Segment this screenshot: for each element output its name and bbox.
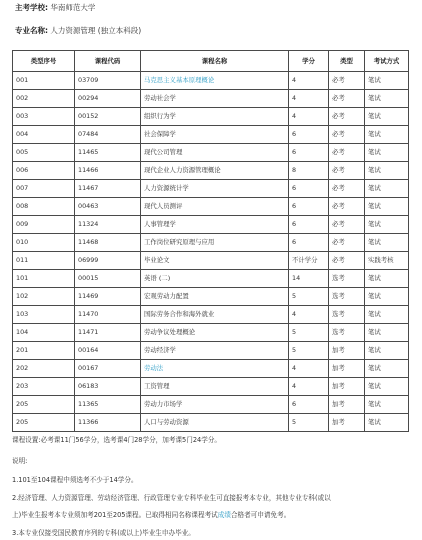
row-type: 加考: [329, 342, 365, 360]
column-header-exam: 考试方式: [365, 51, 409, 72]
row-type: 必考: [329, 90, 365, 108]
row-course-name: 现代人员测评: [141, 198, 289, 216]
row-code: 11324: [75, 216, 141, 234]
table-row: [13, 234, 409, 252]
row-type: 必考: [329, 144, 365, 162]
column-header-name: 课程名称: [141, 51, 289, 72]
row-seq: 205: [13, 396, 75, 414]
table-row: [13, 162, 409, 180]
row-type: 必考: [329, 162, 365, 180]
notes-summary: 课程设置:必考课11门56学分，选考课4门28学分，加考课5门24学分。: [12, 436, 222, 444]
row-type: 加考: [329, 414, 365, 432]
row-seq: 007: [13, 180, 75, 198]
row-course-name: 工资管理: [141, 378, 289, 396]
row-seq: 202: [13, 360, 75, 378]
row-exam: 笔试: [365, 396, 409, 414]
row-course-name: 宏观劳动力配置: [141, 288, 289, 306]
row-credit: 6: [289, 216, 329, 234]
row-seq: 102: [13, 288, 75, 306]
table-row: [13, 288, 409, 306]
row-credit: 4: [289, 360, 329, 378]
notes-item-1: 1.101至104课程中须选考不少于14学分。: [12, 476, 138, 484]
row-exam: 实践考核: [365, 252, 409, 270]
row-credit: 4: [289, 90, 329, 108]
row-type: 选考: [329, 270, 365, 288]
row-seq: 006: [13, 162, 75, 180]
notes-item-2-text-a: 上)毕业生报考本专业须加考201至205课程。已取得相同名称课程考试: [12, 511, 218, 519]
row-credit: 6: [289, 396, 329, 414]
table-row: [13, 360, 409, 378]
row-code: 11468: [75, 234, 141, 252]
table-header-row: [13, 51, 409, 72]
row-code: 11470: [75, 306, 141, 324]
row-exam: 笔试: [365, 234, 409, 252]
row-code: 06999: [75, 252, 141, 270]
row-course-name: 人事管理学: [141, 216, 289, 234]
notes-item-2-link[interactable]: 成绩: [217, 511, 231, 519]
row-credit: 8: [289, 162, 329, 180]
row-code: 00015: [75, 270, 141, 288]
row-exam: 笔试: [365, 126, 409, 144]
notes-item-2-line-2: [12, 511, 290, 520]
row-exam: 笔试: [365, 72, 409, 90]
row-exam: 笔试: [365, 360, 409, 378]
row-code: 11467: [75, 180, 141, 198]
column-header-seq: 类型序号: [13, 51, 75, 72]
major-value: 人力资源管理 (独立本科段): [50, 26, 142, 35]
row-code: 06183: [75, 378, 141, 396]
row-seq: 203: [13, 378, 75, 396]
notes-item-2-line-1: 2.经济管理、人力资源管理、劳动经济管理、行政管理专业专科毕业生可直接报考本专业，其他专业专科(或以: [12, 494, 331, 502]
row-type: 必考: [329, 234, 365, 252]
row-credit: 6: [289, 180, 329, 198]
row-exam: 笔试: [365, 144, 409, 162]
row-exam: 笔试: [365, 108, 409, 126]
school-label: 主考学校:: [15, 3, 48, 12]
table-row: [13, 180, 409, 198]
table-row: [13, 252, 409, 270]
row-exam: 笔试: [365, 306, 409, 324]
row-course-name: 社会保障学: [141, 126, 289, 144]
column-header-credit: 学分: [289, 51, 329, 72]
row-credit: 4: [289, 306, 329, 324]
row-credit: 4: [289, 108, 329, 126]
row-course-name: 劳动经济学: [141, 342, 289, 360]
row-course-name[interactable]: 劳动法: [141, 360, 289, 378]
row-course-name[interactable]: 马克思主义基本原理概论: [141, 72, 289, 90]
row-type: 必考: [329, 180, 365, 198]
row-course-name: 人口与劳动资源: [141, 414, 289, 432]
row-seq: 101: [13, 270, 75, 288]
row-credit: 5: [289, 324, 329, 342]
major-line: [15, 26, 141, 36]
row-exam: 笔试: [365, 414, 409, 432]
row-credit: 4: [289, 378, 329, 396]
course-table: [12, 50, 409, 432]
row-code: 11365: [75, 396, 141, 414]
row-exam: 笔试: [365, 378, 409, 396]
row-credit: 14: [289, 270, 329, 288]
row-code: 00463: [75, 198, 141, 216]
notes-item-3: 3.本专业仅接受国民教育序列的专科(或以上)毕业生申办毕业。: [12, 529, 195, 537]
row-code: 03709: [75, 72, 141, 90]
row-course-name: 劳动社会学: [141, 90, 289, 108]
row-credit: 5: [289, 342, 329, 360]
row-exam: 笔试: [365, 288, 409, 306]
row-credit: 6: [289, 126, 329, 144]
table-row: [13, 90, 409, 108]
row-seq: 009: [13, 216, 75, 234]
notes-heading: 说明:: [12, 457, 28, 465]
row-code: 11469: [75, 288, 141, 306]
row-type: 必考: [329, 108, 365, 126]
row-exam: 笔试: [365, 198, 409, 216]
table-row: [13, 270, 409, 288]
table-row: [13, 126, 409, 144]
row-type: 必考: [329, 72, 365, 90]
row-type: 必考: [329, 216, 365, 234]
row-type: 选考: [329, 324, 365, 342]
row-credit: 6: [289, 234, 329, 252]
school-line: [15, 3, 95, 13]
row-course-name: 劳动争议处理概论: [141, 324, 289, 342]
row-course-name: 组织行为学: [141, 108, 289, 126]
column-header-code: 课程代码: [75, 51, 141, 72]
row-seq: 010: [13, 234, 75, 252]
table-row: [13, 72, 409, 90]
column-header-type: 类型: [329, 51, 365, 72]
row-type: 加考: [329, 378, 365, 396]
row-exam: 笔试: [365, 324, 409, 342]
row-seq: 103: [13, 306, 75, 324]
row-code: 11466: [75, 162, 141, 180]
row-code: 00294: [75, 90, 141, 108]
table-row: [13, 108, 409, 126]
row-seq: 001: [13, 72, 75, 90]
row-course-name: 国际劳务合作和海外就业: [141, 306, 289, 324]
notes-item-2-text-b: 合格者可申请免考。: [230, 511, 291, 519]
row-seq: 011: [13, 252, 75, 270]
table-row: [13, 216, 409, 234]
row-seq: 008: [13, 198, 75, 216]
row-credit: 5: [289, 288, 329, 306]
major-label: 专业名称:: [15, 26, 48, 35]
table-row: [13, 396, 409, 414]
row-seq: 002: [13, 90, 75, 108]
row-type: 加考: [329, 396, 365, 414]
row-exam: 笔试: [365, 342, 409, 360]
row-code: 11465: [75, 144, 141, 162]
table-row: [13, 144, 409, 162]
row-credit: 6: [289, 144, 329, 162]
row-seq: 004: [13, 126, 75, 144]
table-row: [13, 198, 409, 216]
row-type: 必考: [329, 198, 365, 216]
row-seq: 205: [13, 414, 75, 432]
row-seq: 005: [13, 144, 75, 162]
table-row: [13, 342, 409, 360]
row-credit: 不计学分: [289, 252, 329, 270]
row-code: 00152: [75, 108, 141, 126]
row-exam: 笔试: [365, 162, 409, 180]
row-exam: 笔试: [365, 216, 409, 234]
row-exam: 笔试: [365, 270, 409, 288]
row-seq: 104: [13, 324, 75, 342]
row-course-name: 现代企业人力资源管理概论: [141, 162, 289, 180]
table-row: [13, 378, 409, 396]
row-code: 07484: [75, 126, 141, 144]
course-table-body: [13, 72, 409, 432]
row-seq: 201: [13, 342, 75, 360]
row-credit: 6: [289, 198, 329, 216]
school-value: 华南师范大学: [50, 3, 96, 12]
row-course-name: 劳动力市场学: [141, 396, 289, 414]
row-exam: 笔试: [365, 90, 409, 108]
row-type: 选考: [329, 288, 365, 306]
row-type: 必考: [329, 126, 365, 144]
row-course-name: 英语 (二): [141, 270, 289, 288]
table-row: [13, 324, 409, 342]
row-course-name: 毕业论文: [141, 252, 289, 270]
row-course-name: 现代公司管理: [141, 144, 289, 162]
row-type: 必考: [329, 252, 365, 270]
row-course-name: 人力资源统计学: [141, 180, 289, 198]
row-seq: 003: [13, 108, 75, 126]
table-row: [13, 306, 409, 324]
row-type: 加考: [329, 360, 365, 378]
row-code: 00164: [75, 342, 141, 360]
table-row: [13, 414, 409, 432]
row-code: 00167: [75, 360, 141, 378]
row-code: 11471: [75, 324, 141, 342]
row-course-name: 工作岗位研究原理与应用: [141, 234, 289, 252]
row-exam: 笔试: [365, 180, 409, 198]
row-credit: 4: [289, 72, 329, 90]
row-code: 11366: [75, 414, 141, 432]
row-type: 选考: [329, 306, 365, 324]
row-credit: 5: [289, 414, 329, 432]
